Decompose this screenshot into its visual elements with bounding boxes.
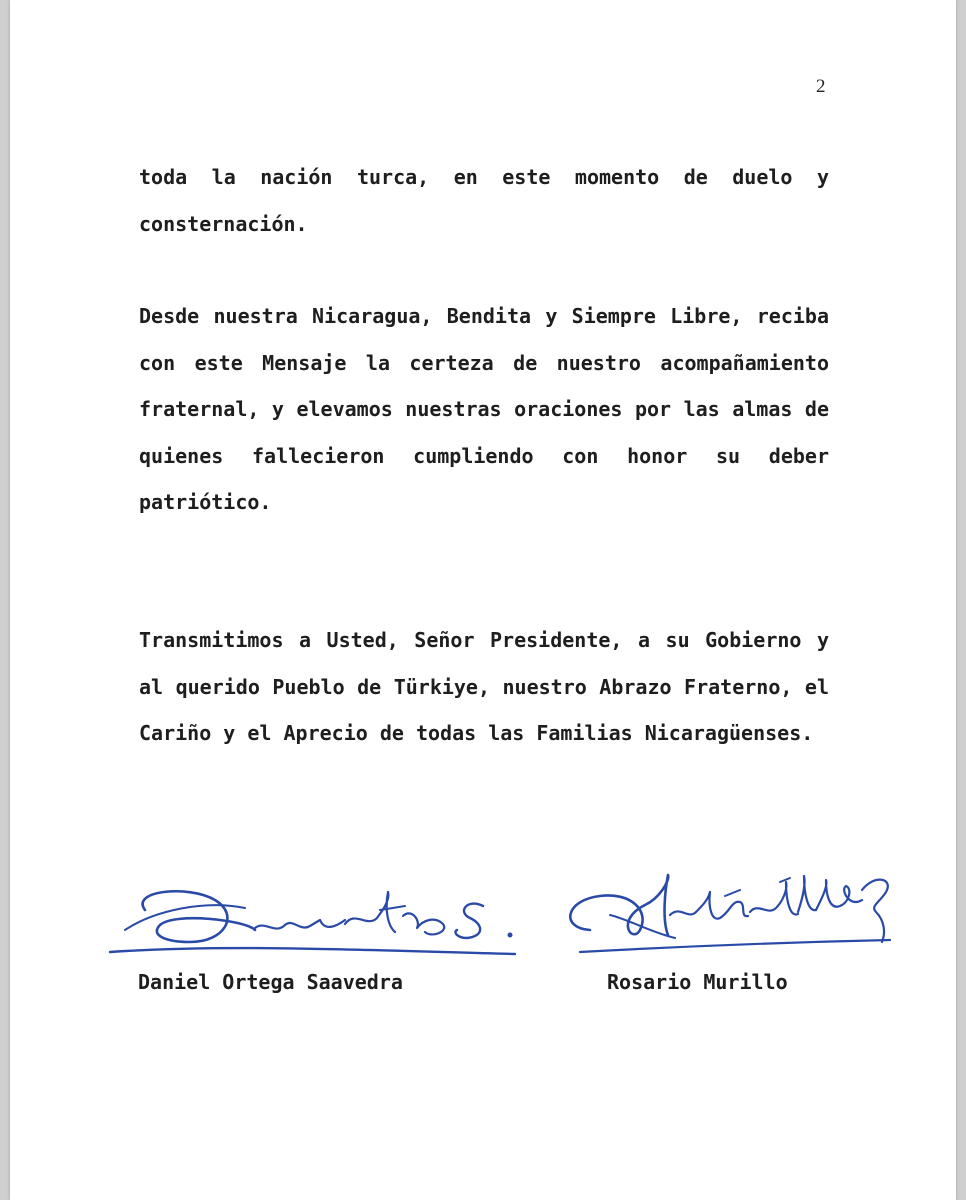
page-number: 2 (816, 76, 826, 97)
signer-name-right: Rosario Murillo (607, 970, 788, 994)
signature-left-icon (105, 880, 535, 960)
paragraph-3: Transmitimos a Usted, Señor Presidente, a su Gobierno y al querido Pueblo de Türkiye, nuestro Abrazo Fraterno, el Cariño y el Aprecio de todas las Familias Nicaragüenses. (139, 628, 829, 745)
document-page (10, 0, 956, 1200)
paragraph-1: toda la nación turca, en este momento de duelo y consternación. (139, 165, 829, 236)
signer-name-left: Daniel Ortega Saavedra (138, 970, 403, 994)
signature-right-icon (550, 860, 910, 960)
paragraph-2: Desde nuestra Nicaragua, Bendita y Siempre Libre, reciba con este Mensaje la certeza de nuestro acompañamiento fraternal, y elevamos nuestras oraciones por las almas de quienes fallecieron cumpliendo con honor su deber patriótico. (139, 304, 829, 514)
